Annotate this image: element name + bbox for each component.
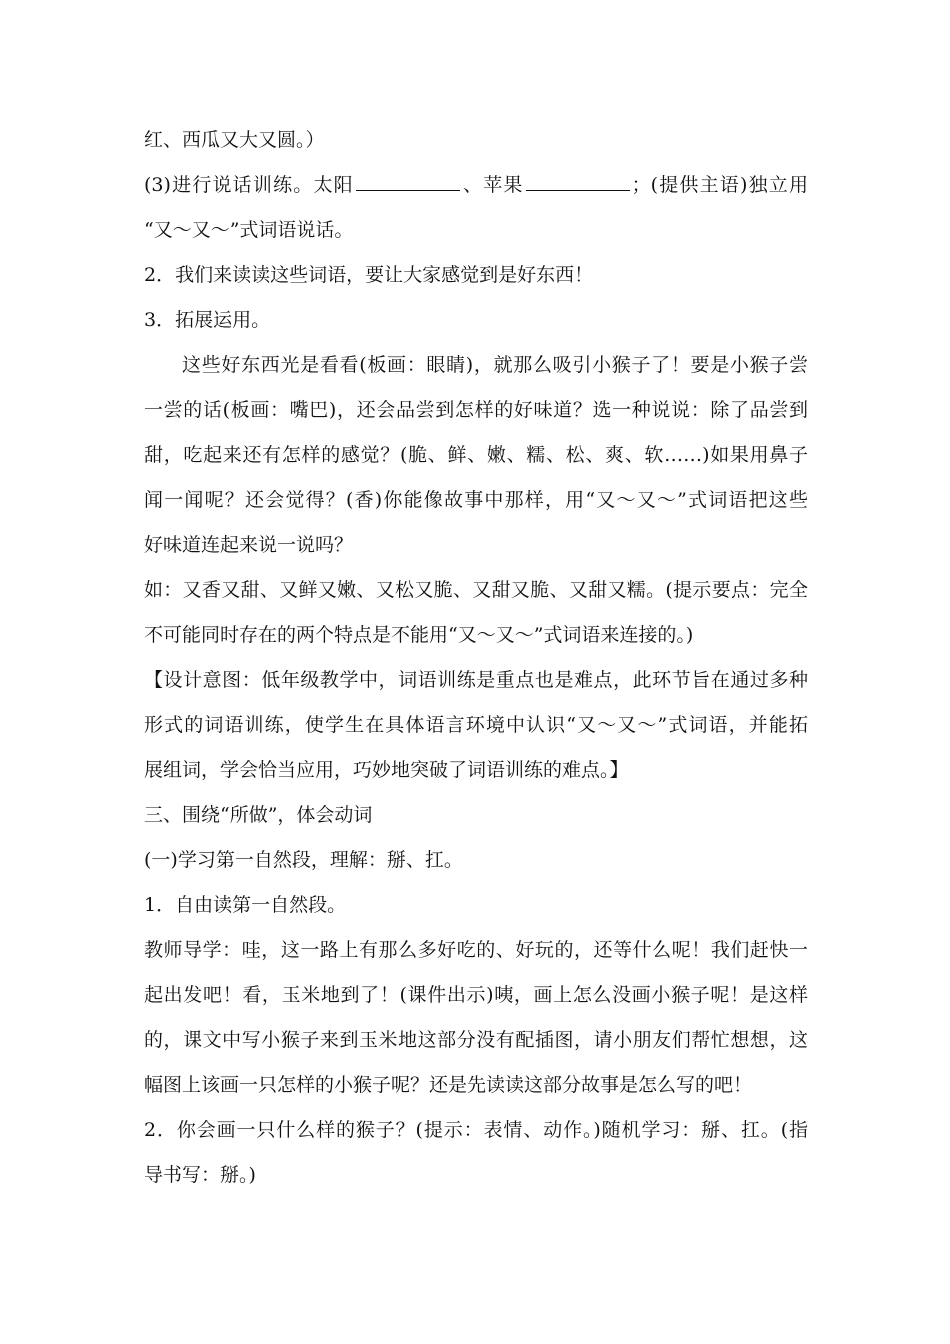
text-segment: 、苹果 (461, 174, 524, 196)
design-intent-line: 展组词，学会恰当应用，巧妙地突破了词语训练的难点。】 (144, 759, 629, 781)
paragraph-line: 教师导学：哇，这一路上有那么多好吃的、好玩的，还等什么呢！我们赶快一 (144, 939, 808, 961)
paragraph-line: 这些好东西光是看看(板画：眼睛)，就那么吸引小猴子了！要是小猴子尝 (182, 354, 808, 376)
paragraph-line: “又～又～”式词语说话。 (144, 219, 354, 241)
design-intent-line: 【设计意图：低年级教学中，词语训练是重点也是难点，此环节旨在通过多种 (144, 669, 808, 691)
paragraph-line: 如：又香又甜、又鲜又嫩、又松又脆、又甜又脆、又甜又糯。(提示要点：完全 (144, 579, 808, 601)
paragraph-line-with-blanks (144, 163, 808, 208)
design-intent-line: 形式的词语训练，使学生在具体语言环境中认识“又～又～”式词语，并能拓 (144, 714, 808, 736)
paragraph-line: 1．自由读第一自然段。 (144, 894, 347, 916)
paragraph-line: 幅图上该画一只怎样的小猴子呢？还是先读读这部分故事是怎么写的吧！ (144, 1074, 753, 1096)
document-body (144, 118, 808, 1198)
subsection-heading: (一)学习第一自然段，理解：掰、扛。 (144, 849, 463, 871)
paragraph-line: 的，课文中写小猴子来到玉米地这部分没有配插图，请小朋友们帮忙想想，这 (144, 1029, 808, 1051)
paragraph-line: 不可能同时存在的两个特点是不能用“又～又～”式词语来连接的。) (144, 624, 694, 646)
paragraph-line: 红、西瓜又大又圆。） (144, 129, 325, 151)
paragraph-line: 甜，吃起来还有怎样的感觉？(脆、鲜、嫩、糯、松、爽、软……)如果用鼻子 (144, 444, 808, 466)
text-segment: ；(提供主语)独立用 (631, 174, 808, 196)
paragraph-line: 2．我们来读读这些词语，要让大家感觉到是好东西！ (144, 264, 594, 286)
paragraph-line: 3．拓展运用。 (144, 309, 271, 331)
paragraph-line: 2．你会画一只什么样的猴子？(提示：表情、动作。)随机学习：掰、扛。(指 (144, 1119, 808, 1141)
fill-in-blank-sun (356, 168, 460, 191)
section-heading: 三、围绕“所做”，体会动词 (144, 804, 373, 826)
fill-in-blank-apple (526, 168, 630, 191)
paragraph-line: 导书写：掰。) (144, 1164, 256, 1186)
paragraph-line: 好味道连起来说一说吗？ (144, 534, 354, 556)
paragraph-line: 一尝的话(板画：嘴巴)，还会品尝到怎样的好味道？选一种说说：除了品尝到 (144, 399, 808, 421)
paragraph-line: 闻一闻呢？还会觉得？(香)你能像故事中那样，用“又～又～”式词语把这些 (144, 489, 808, 511)
paragraph-line: 起出发吧！看，玉米地到了！(课件出示)咦，画上怎么没画小猴子呢！是这样 (144, 984, 808, 1006)
text-segment: (3)进行说话训练。太阳 (144, 174, 354, 196)
